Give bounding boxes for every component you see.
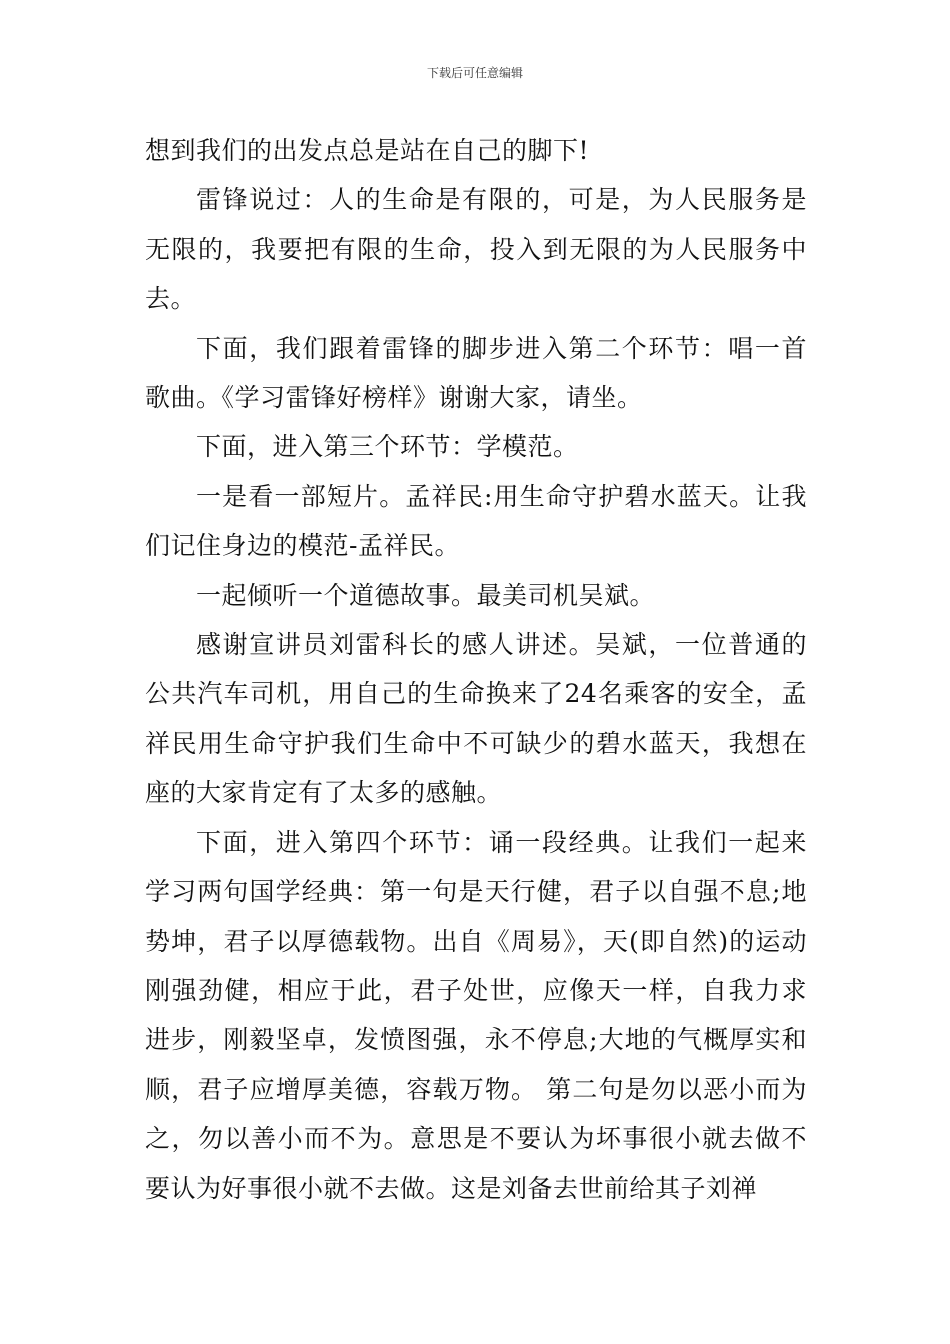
paragraph-6: 一起倾听一个道德故事。最美司机吴斌。 bbox=[196, 580, 656, 610]
page-header: 下载后可任意编辑 bbox=[426, 66, 523, 80]
paragraph-7: 感谢宣讲员刘雷科长的感人讲述。吴斌，一位普通的公共汽车司机，用自己的生命换来了24名乘客的安全，孟祥民用生命守护我们生命中不可缺少的碧水蓝天，我想在座的大家肯定有了太多的感触。 bbox=[145, 630, 807, 808]
paragraph-4: 下面，进入第三个环节：学模范。 bbox=[196, 432, 579, 462]
paragraph-2: 雷锋说过：人的生命是有限的，可是，为人民服务是无限的，我要把有限的生命，投入到无限的为人民服务中去。 bbox=[145, 185, 807, 314]
paragraph-5: 一是看一部短片。孟祥民:用生命守护碧水蓝天。让我们记住身边的模范-孟祥民。 bbox=[145, 481, 807, 561]
paragraph-3: 下面，我们跟着雷锋的脚步进入第二个环节：唱一首歌曲。《学习雷锋好榜样》谢谢大家，请坐。 bbox=[145, 333, 807, 413]
paragraph-8: 下面，进入第四个环节：诵一段经典。让我们一起来学习两句国学经典：第一句是天行健，君子以自强不息;地势坤，君子以厚德载物。出自《周易》，天(即自然)的运动刚强劲健，相应于此，君子处世，应像天一样，自我力求进步，刚毅坚卓，发愤图强，永不停息;大地的气概厚实和顺，君子应增厚美德，容载万物。 第二句是勿以恶小而为之，勿以善小而不为。意思是不要认为坏事很小就去做不要认为好事很小就不去做。这是刘备去世前给其子刘禅 bbox=[145, 827, 807, 1203]
document-body bbox=[145, 126, 807, 1213]
paragraph-1: 想到我们的出发点总是站在自己的脚下! bbox=[145, 136, 590, 165]
